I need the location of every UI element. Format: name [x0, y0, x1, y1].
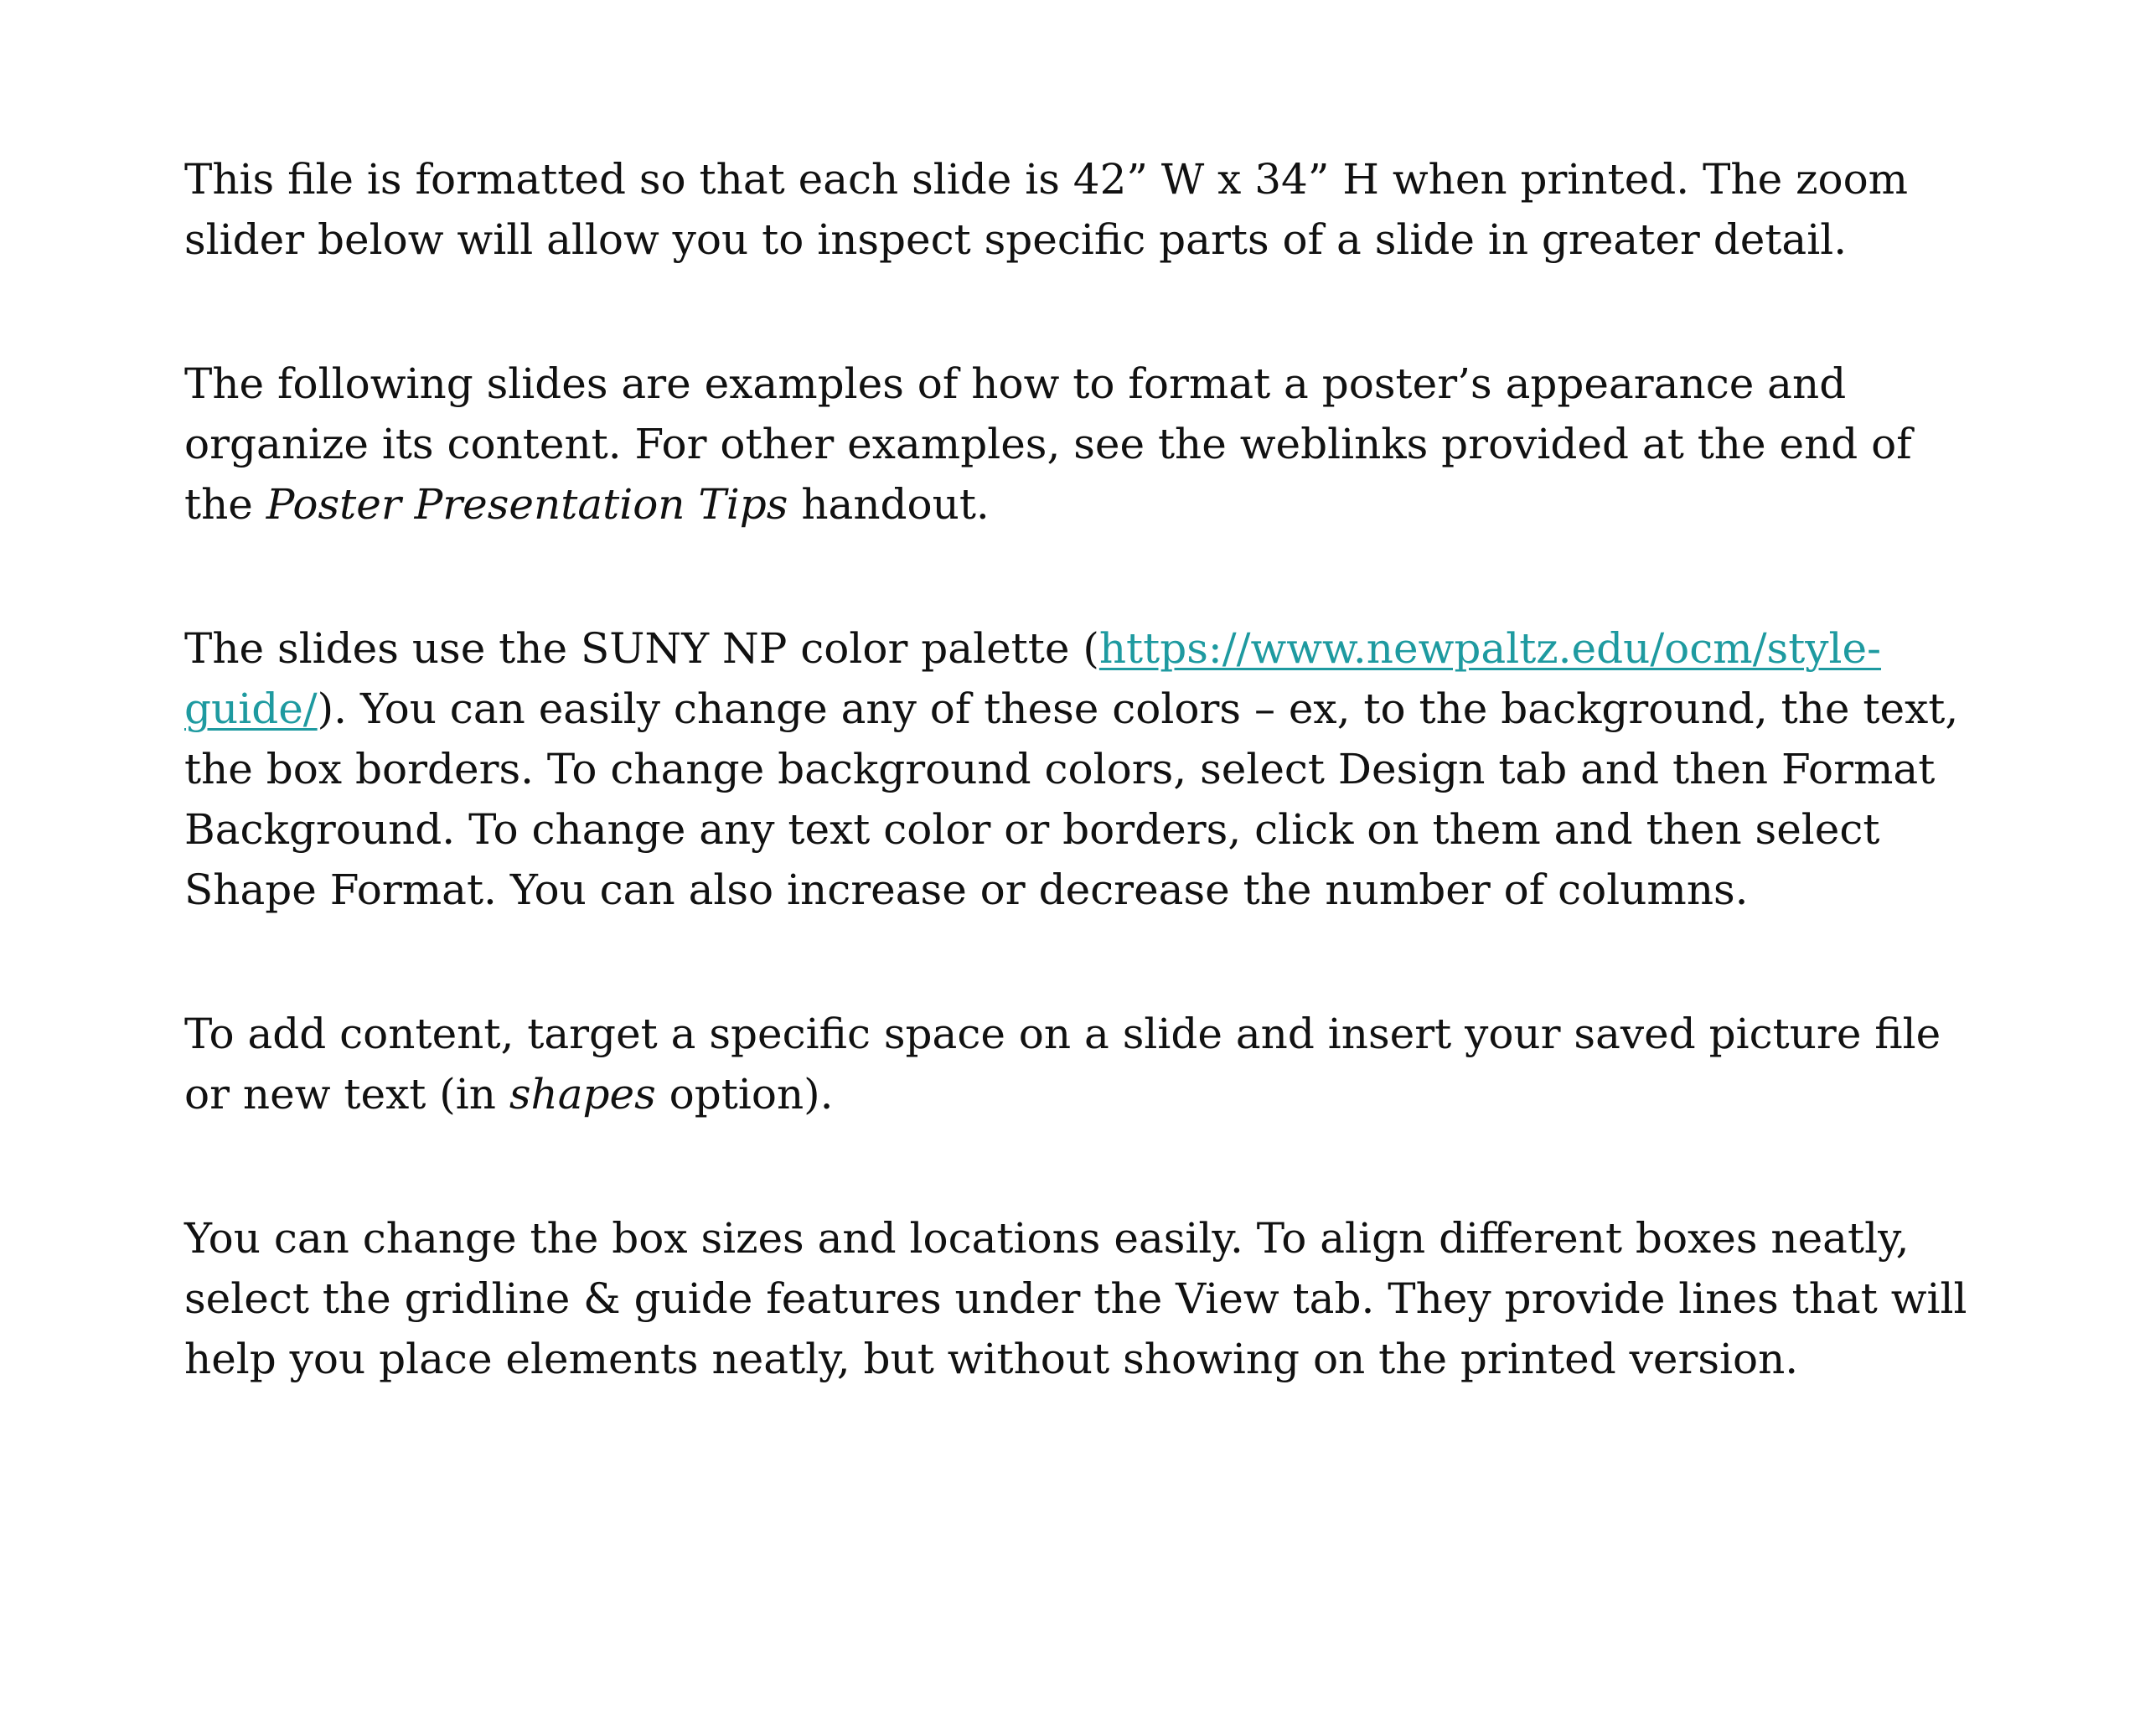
paragraph-add-content	[184, 1004, 1986, 1124]
paragraph-color-palette-text-start: The slides use the SUNY NP color palette (	[184, 624, 1099, 673]
style-guide-link[interactable]: https://www.newpaltz.edu/ocm/style-guide/	[184, 624, 1882, 733]
paragraph-color-palette-text-end: ). You can easily change any of these colors – ex, to the background, the text, the box borders. To change background colors, select Design tab and then Format Background. To change any text color or borders, click on them and then select Shape Format. You can also increase or decrease the number of columns.	[184, 685, 1959, 914]
handout-title: Poster Presentation Tips	[266, 480, 788, 529]
paragraph-examples-text-end: handout.	[788, 480, 990, 529]
paragraph-align-boxes	[184, 1208, 1986, 1389]
document-body	[184, 149, 1986, 1473]
paragraph-add-content-text-end: option).	[655, 1070, 834, 1119]
paragraph-slide-size	[184, 149, 1986, 270]
paragraph-examples-text-start: The following slides are examples of how to format a poster’s appearance and organize its content. For other examples, see the weblinks provided at the end of the	[184, 359, 1912, 529]
paragraph-add-content-text-start: To add content, target a specific space on a slide and insert your saved picture file or new text (in	[184, 1010, 1941, 1119]
paragraph-slide-size-text: This file is formatted so that each slide is 42” W x 34” H when printed. The zoom slider below will allow you to inspect specific parts of a slide in greater detail.	[184, 155, 1909, 264]
paragraph-examples	[184, 354, 1986, 535]
paragraph-align-boxes-text: You can change the box sizes and locations easily. To align different boxes neatly, select the gridline & guide features under the View tab. They provide lines that will help you place elements neatly, but without showing on the printed version.	[184, 1214, 1967, 1383]
paragraph-color-palette	[184, 618, 1986, 920]
shapes-option-term: shapes	[509, 1070, 656, 1119]
